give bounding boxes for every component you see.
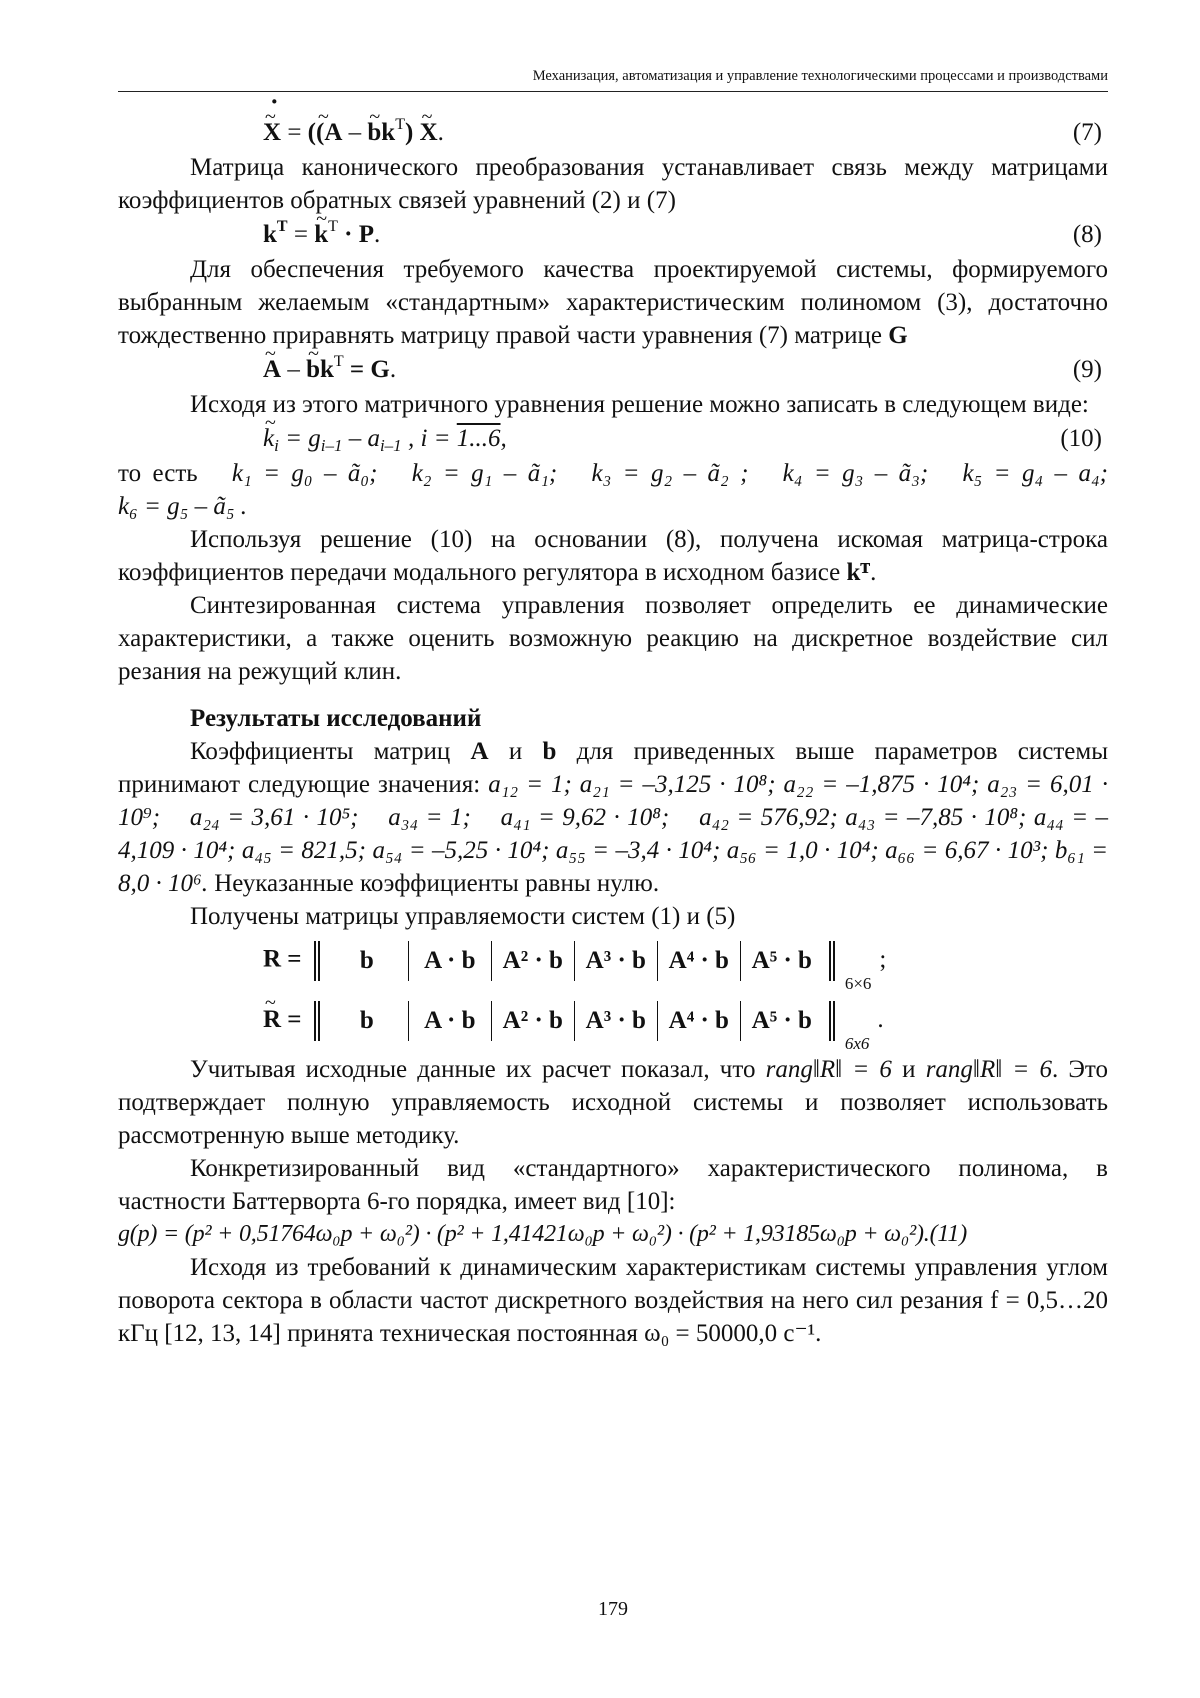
body-text	[118, 115, 1108, 1350]
paragraph: Синтезированная система управления позволяет определить ее динамические характеристики, а также оценить возможную реакцию на дискретное воздействие сил резания на режущий клин.	[118, 592, 1108, 685]
equation-number: (8)	[1072, 221, 1102, 248]
paragraph: Используя решение (10) на основании (8), получена искомая матрица-строка коэффициентов передачи модального регулятора в исходном базисе kᵀ.	[118, 526, 1108, 586]
paragraph: Конкретизированный вид «стандартного» характеристического полинома, в частности Баттерворта 6-го порядка, имеет вид [10]:	[118, 1155, 1108, 1215]
matrix-R: R = b A · b A² · b A³ · b A⁴ · b $A^5 \cdot b_{6\times 6}$;	[118, 937, 1108, 993]
section-heading: Результаты исследований	[190, 705, 482, 732]
paragraph: Исходя из этого матричного уравнения решение можно записать в следующем виде:	[190, 391, 1089, 418]
paper-page	[118, 0, 1108, 1698]
equation-10: ~ $k_i = g_{i-1} - a_{i-1}$ , i = 1...6, (10)	[118, 421, 1108, 457]
paragraph-rank: Учитывая исходные данные их расчет показал, что rang‖R‖ = 6 и rang‖R‖ = 6. Это подтверждает полную управляемость исходной системы и позволяет использовать рассмотренную выше методику.	[118, 1056, 1109, 1149]
equation-number: (7)	[1072, 119, 1102, 146]
equation-number: (9)	[1072, 356, 1102, 383]
equation-number: (10)	[1060, 425, 1102, 452]
page-number: 179	[598, 1598, 628, 1620]
paragraph-coefficients: Коэффициенты матриц A и b для приведенных выше параметров системы принимают следующие значения: a₁₂ = 1; a₂₁ = –3,125 · 10⁸; a₂₂ = –1,875 · 10⁴; a₂₃ = 6,01 · 10⁹; a₂₄ = 3,61 · 10⁵; a₃₄ = 1; a₄₁ = 9,62 · 10⁸; a₄₂ = 576,92; a₄₃ = –7,85 · 10⁸; a₄₄ = –4,109 · 10⁴; a₄₅ = 821,5; a₅₄ = –5,25 · 10⁴; a₅₅ = –3,4 · 10⁴; a₅₆ = 1,0 · 10⁴; a₆₆ = 6,67 · 10³; b₆₁ = 8,0 · 10⁶. Неуказанные коэффициенты равны нулю.	[118, 738, 1109, 897]
equation-9: ~ A – ~ $bk^T = G$. (9)	[118, 352, 1108, 388]
equation-7: ~ X · = (~ (A – ~ $bk^T$) ~ X. (7)	[118, 115, 1108, 151]
paragraph: Матрица канонического преобразования устанавливает связь между матрицами коэффициентов обратных связей уравнений (2) и (7)	[118, 154, 1108, 214]
paragraph: Получены матрицы управляемости систем (1) и (5)	[190, 903, 736, 930]
paragraph: Исходя из требований к динамическим характеристикам системы управления углом поворота сектора в области частот дискретного воздействия на него сил резания f = 0,5…20 кГц [12, 13, 14] принята техническая постоянная ω₀ = 50000,0 с⁻¹.	[118, 1254, 1108, 1347]
paragraph: Для обеспечения требуемого качества проектируемой системы, формируемого выбранным желаемым «стандартным» характеристическим полиномом (3), достаточно тождественно приравнять матрицу правой части уравнения (7) матрице G	[118, 256, 1108, 349]
running-header: Механизация, автоматизация и управление технологическими процессами и производствами	[118, 68, 1108, 92]
paragraph-solution-end: k₆ = g₅ – ã₅ .	[118, 493, 248, 520]
equation-8: $k^T$ = ~ $k^T \cdot P$. (8)	[118, 217, 1108, 253]
equation-11: g(p) = (p² + 0,51764ω₀p + ω₀²) · (p² + 1,41421ω₀p + ω₀²) · (p² + 1,93185ω₀p + ω₀²).(11)	[118, 1221, 968, 1247]
paragraph-solution: то есть k₁ = g₀ – ã₀; k₂ = g₁ – ã₁; k₃ = g₂ – ã₂ ; k₄ = g₃ – ã₃; k₅ = g₄ – a₄;	[118, 460, 1108, 487]
matrix-R-tilde: ~ R = b A · b A² · b A³ · b A⁴ · b $A^5 \cdot b_{6x6}$.	[118, 997, 1108, 1053]
